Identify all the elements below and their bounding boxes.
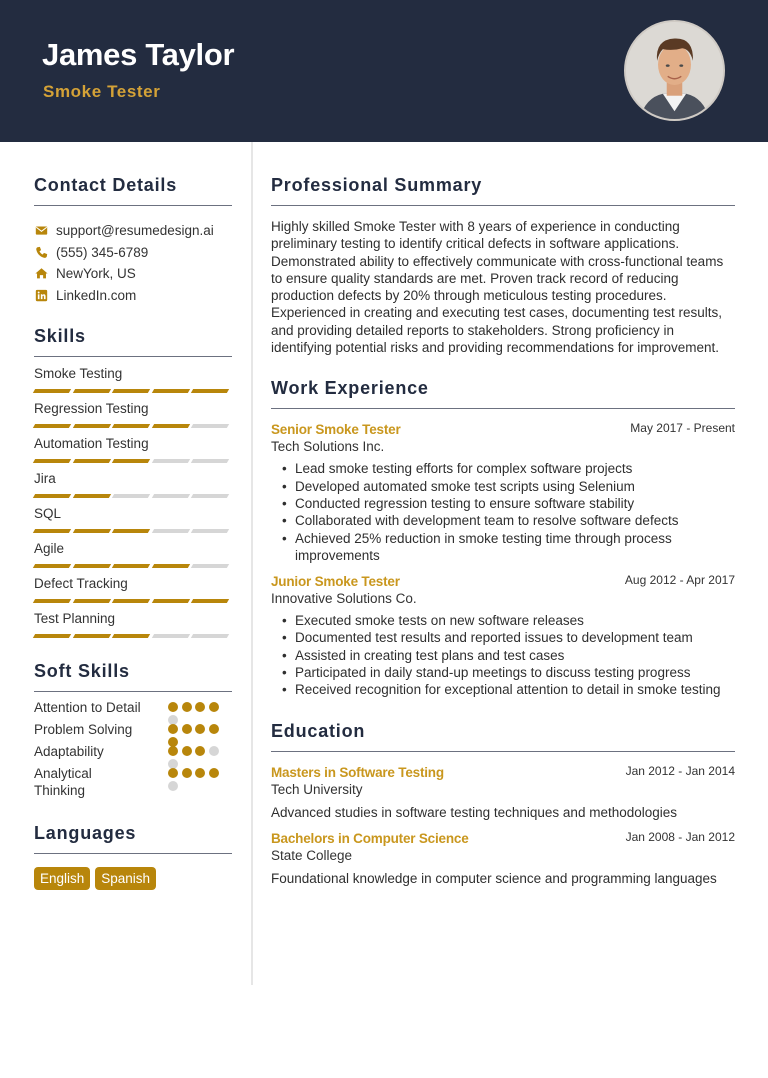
skill-level-dot — [195, 768, 205, 778]
skill-level-dot — [182, 746, 192, 756]
soft-skill-name: Problem Solving — [34, 722, 133, 737]
skill-level-segment — [152, 494, 190, 498]
skill-level-dot — [168, 746, 178, 756]
job-bullet: • Executed smoke tests on new software releases — [282, 612, 735, 629]
degree-title: Masters in Software Testing — [271, 764, 444, 780]
candidate-role: Smoke Tester — [43, 82, 161, 101]
skill-level-dot — [209, 768, 219, 778]
skill-level-segment — [112, 529, 150, 533]
skill-level-segment — [72, 599, 110, 603]
job-bullet: • Participated in daily stand-up meetings to discuss testing progress — [282, 664, 735, 681]
skill-level-segment — [112, 564, 150, 568]
job-bullet: • Assisted in creating test plans and test cases — [282, 647, 735, 664]
skill-level-segment — [152, 389, 190, 393]
skill-level-segment — [112, 459, 150, 463]
skill-level-segment — [72, 494, 110, 498]
skill-level-dot — [168, 768, 178, 778]
contact-location — [34, 263, 232, 285]
right-column — [271, 142, 735, 887]
skill-level-segment — [152, 424, 190, 428]
soft-skill-item — [34, 743, 232, 760]
skill-level-segment — [72, 459, 110, 463]
skill-level-segment — [112, 599, 150, 603]
skill-level-segment — [152, 564, 190, 568]
candidate-name: James Taylor — [42, 37, 235, 72]
contact-phone-text: (555) 345-6789 — [56, 244, 149, 260]
skill-level-bars — [34, 634, 232, 639]
soft-skill-name: Attention to Detail — [34, 700, 141, 715]
skill-level-bars — [34, 494, 232, 499]
skill-level-bars — [34, 389, 232, 394]
skill-level-segment — [152, 634, 190, 638]
contact-heading: Contact Details — [34, 175, 232, 206]
skill-level-dot — [182, 724, 192, 734]
experience-section — [271, 378, 735, 698]
languages-list — [34, 867, 232, 890]
skill-name: Automation Testing — [34, 436, 149, 451]
education-entry — [271, 764, 735, 821]
job-bullet: • Lead smoke testing efforts for complex software projects — [282, 460, 735, 477]
summary-heading: Professional Summary — [271, 175, 735, 206]
contact-linkedin-text: LinkedIn.com — [56, 287, 137, 303]
resume-header — [0, 0, 768, 142]
skill-level-segment — [191, 389, 229, 393]
skill-level-segment — [112, 389, 150, 393]
phone-icon — [34, 245, 48, 259]
home-icon — [34, 267, 48, 281]
soft-skill-item — [34, 721, 232, 738]
language-tag: English — [34, 867, 90, 890]
skill-level-dot — [209, 702, 219, 712]
skill-level-bars — [34, 599, 232, 604]
education-description: Foundational knowledge in computer science and programming languages — [271, 870, 717, 886]
soft-skills-heading: Soft Skills — [34, 661, 232, 692]
left-column — [34, 142, 232, 890]
skill-level-segment — [33, 459, 71, 463]
skill-name: Regression Testing — [34, 401, 149, 416]
job-bullet: • Documented test results and reported issues to development team — [282, 629, 735, 646]
skill-level-segment — [33, 564, 71, 568]
skill-level-segment — [33, 494, 71, 498]
skill-level-bars — [34, 564, 232, 569]
skill-level-segment — [33, 389, 71, 393]
soft-skill-level-dots — [168, 699, 222, 716]
skill-level-bars — [34, 459, 232, 464]
company-name: Innovative Solutions Co. — [271, 591, 417, 607]
skill-level-segment — [72, 564, 110, 568]
degree-title: Bachelors in Computer Science — [271, 830, 469, 846]
skills-heading: Skills — [34, 326, 232, 357]
skill-level-bars — [34, 424, 232, 429]
skill-level-segment — [72, 389, 110, 393]
contact-list — [34, 220, 232, 306]
contact-email-text: support@resumedesign.ai — [56, 223, 214, 239]
skill-level-segment — [191, 599, 229, 603]
skill-name: Agile — [34, 541, 65, 556]
skill-level-segment — [72, 424, 110, 428]
linkedin-icon — [34, 288, 48, 302]
skill-item — [34, 470, 232, 499]
soft-skill-level-dots — [168, 765, 222, 782]
job-bullet: • Achieved 25% reduction in smoke testing time through process improvements — [282, 530, 735, 565]
skill-item — [34, 540, 232, 569]
contact-location-text: NewYork, US — [56, 266, 136, 282]
soft-skill-level-dots — [168, 743, 222, 760]
education-description: Advanced studies in software testing techniques and methodologies — [271, 804, 678, 820]
job-title: Junior Smoke Tester — [271, 574, 400, 590]
languages-section — [34, 823, 232, 890]
skill-level-dot — [195, 746, 205, 756]
skill-item — [34, 365, 232, 394]
skill-level-dot — [182, 702, 192, 712]
contact-section — [34, 175, 232, 306]
job-bullet: • Developed automated smoke test scripts using Selenium — [282, 478, 735, 495]
skill-level-segment — [112, 424, 150, 428]
experience-entry — [271, 573, 735, 698]
skill-level-segment — [191, 634, 229, 638]
skill-level-segment — [191, 424, 229, 428]
skill-item — [34, 400, 232, 429]
skill-level-segment — [33, 529, 71, 533]
skills-list — [34, 365, 232, 639]
skill-level-dot — [168, 702, 178, 712]
skill-level-dot — [209, 724, 219, 734]
skill-level-segment — [191, 494, 229, 498]
skill-level-dot — [209, 746, 219, 756]
summary-section — [271, 175, 735, 356]
skill-level-bars — [34, 529, 232, 534]
skill-name: SQL — [34, 506, 62, 521]
skill-name: Test Planning — [34, 611, 116, 626]
education-dates: Jan 2008 - Jan 2012 — [625, 829, 735, 844]
company-name: Tech Solutions Inc. — [271, 439, 385, 455]
language-tag: Spanish — [95, 867, 156, 890]
job-bullet: • Conducted regression testing to ensure software stability — [282, 495, 735, 512]
skill-name: Defect Tracking — [34, 576, 128, 591]
contact-linkedin[interactable] — [34, 285, 232, 307]
experience-heading: Work Experience — [271, 378, 735, 409]
summary-text: Highly skilled Smoke Tester with 8 years of experience in conducting preliminary testing to identify critical defects in software applications. Demonstrated ability to effectively communicate with cross-functional teams to ensure quality standards are met. Proven track record of reducing production defects by 20% through meticulous testing procedures. Experienced in creating and executing test cases, documenting test results, and providing detailed reports to stakeholders. Strong proficiency in identifying potential risks and providing recommendations for improvement. — [271, 219, 724, 356]
skill-level-dot — [182, 768, 192, 778]
school-name: State College — [271, 847, 353, 863]
job-dates: Aug 2012 - Apr 2017 — [624, 573, 735, 588]
skill-level-segment — [33, 634, 71, 638]
school-name: Tech University — [271, 781, 363, 797]
skill-level-segment — [112, 634, 150, 638]
skill-item — [34, 505, 232, 534]
skill-name: Smoke Testing — [34, 366, 123, 381]
column-divider — [251, 142, 253, 985]
contact-phone[interactable] — [34, 242, 232, 264]
skill-level-dot — [195, 702, 205, 712]
job-title: Senior Smoke Tester — [271, 422, 401, 438]
skill-level-segment — [191, 459, 229, 463]
soft-skills-section — [34, 661, 232, 801]
skill-item — [34, 575, 232, 604]
skill-level-segment — [112, 494, 150, 498]
education-dates: Jan 2012 - Jan 2014 — [625, 763, 735, 778]
job-bullets — [271, 612, 735, 698]
envelope-icon — [34, 224, 48, 238]
soft-skills-list — [34, 699, 232, 801]
skill-level-segment — [72, 529, 110, 533]
skill-item — [34, 435, 232, 464]
skill-name: Jira — [34, 471, 56, 486]
person-portrait-icon — [626, 22, 723, 119]
skill-level-segment — [152, 529, 190, 533]
job-bullet: • Received recognition for exceptional attention to detail in smoke testing — [282, 681, 735, 698]
job-bullets — [271, 460, 735, 564]
skill-level-segment — [33, 599, 71, 603]
soft-skill-level-dots — [168, 721, 222, 738]
skill-level-segment — [152, 459, 190, 463]
skill-level-segment — [33, 424, 71, 428]
skill-item — [34, 610, 232, 639]
skill-level-segment — [152, 599, 190, 603]
profile-photo — [624, 20, 725, 121]
contact-email[interactable] — [34, 220, 232, 242]
skill-level-segment — [191, 529, 229, 533]
education-heading: Education — [271, 721, 735, 752]
skill-level-segment — [191, 564, 229, 568]
skills-section — [34, 326, 232, 639]
skill-level-dot — [168, 781, 178, 791]
experience-entry — [271, 421, 735, 564]
soft-skill-item — [34, 699, 232, 716]
education-entry — [271, 830, 735, 887]
languages-heading: Languages — [34, 823, 232, 854]
skill-level-dot — [168, 724, 178, 734]
education-section — [271, 721, 735, 887]
job-dates: May 2017 - Present — [630, 421, 735, 436]
job-bullet: • Collaborated with development team to resolve software defects — [282, 512, 735, 529]
soft-skill-name: Analytical Thinking — [34, 766, 92, 798]
skill-level-dot — [195, 724, 205, 734]
skill-level-segment — [72, 634, 110, 638]
soft-skill-item — [34, 765, 232, 801]
soft-skill-name: Adaptability — [34, 744, 104, 759]
